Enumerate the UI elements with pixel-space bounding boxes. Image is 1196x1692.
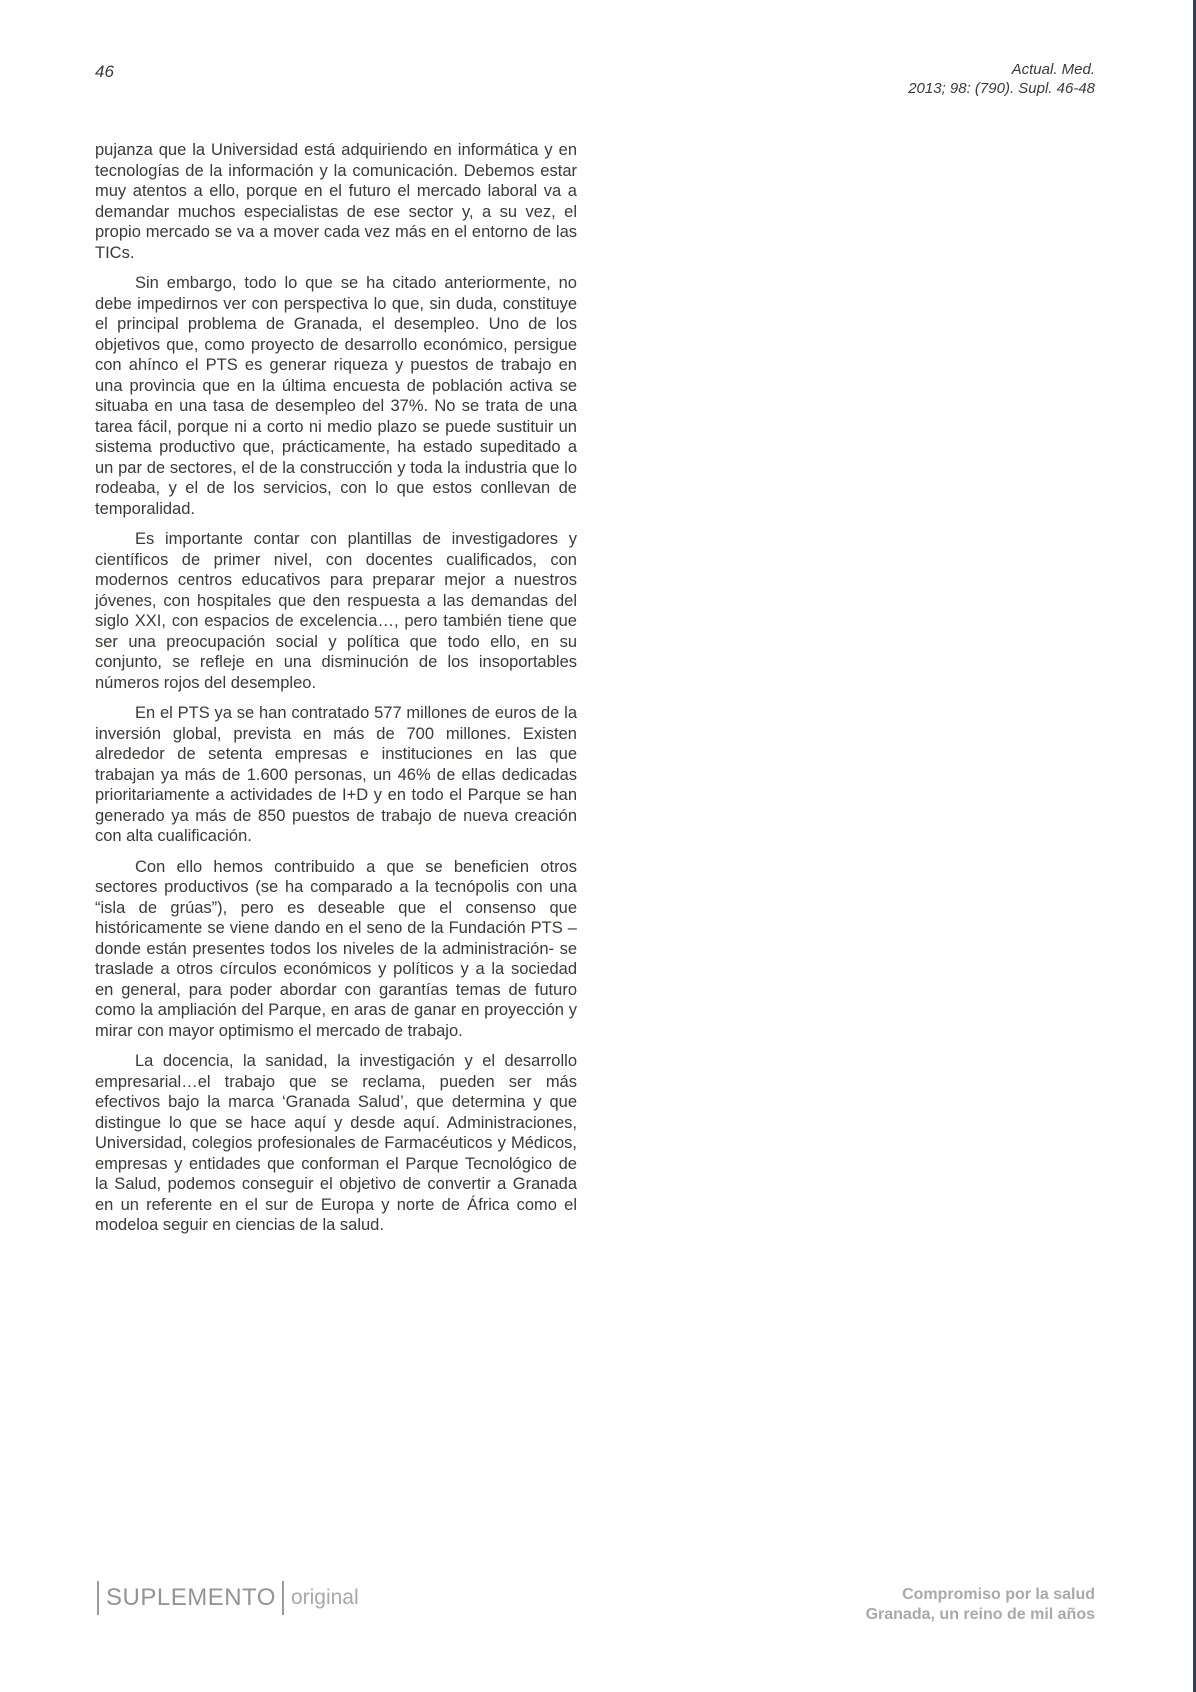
footer-section-label: SUPLEMENTO	[106, 1584, 276, 1611]
footer-motto-block	[866, 1585, 1095, 1625]
journal-citation: 2013; 98: (790). Supl. 46-48	[908, 80, 1095, 97]
article-paragraph: Con ello hemos contribuido a que se beneficien otros sectores productivos (se ha comparado a la tecnópolis con una “isla de grúas”), pero es deseable que el consenso que históricamente se viene dando en el seno de la Fundación PTS –donde están presentes todos los niveles de la administración- se traslade a otros círculos económicos y políticos y a la sociedad en general, para poder abordar con garantías temas de futuro como la ampliación del Parque, en aras de ganar en proyección y mirar con mayor optimismo el mercado de trabajo.	[95, 857, 577, 1040]
article-paragraph: Es importante contar con plantillas de investigadores y científicos de primer nivel, con docentes cualificados, con modernos centros educativos para preparar mejor a nuestros jóvenes, con hospitales que den respuesta a las demandas del siglo XXI, con espacios de excelencia…, pero también tiene que ser una preocupación social y política que todo ello, en su conjunto, se refleje en una disminución de los insoportables números rojos del desempleo.	[95, 530, 577, 692]
page-number: 46	[95, 62, 114, 81]
journal-title: Actual. Med.	[1011, 61, 1095, 78]
footer-category-label: original	[290, 1586, 359, 1609]
article-paragraph: Sin embargo, todo lo que se ha citado anteriormente, no debe impedirnos ver con perspectiva lo que, sin duda, constituye el principal problema de Granada, el desempleo. Uno de los objetivos que, como proyecto de desarrollo económico, persigue con ahínco el PTS es generar riqueza y puestos de trabajo en una provincia que en la última encuesta de población activa se situaba en una tasa de desempleo del 37%. No se trata de una tarea fácil, porque ni a corto ni medio plazo se puede sustituir un sistema productivo que, prácticamente, ha estado supeditado a un par de sectores, el de la construcción y toda la industria que lo rodeaba, y el de los servicios, con lo que estos conllevan de temporalidad.	[95, 274, 577, 518]
article-paragraph: En el PTS ya se han contratado 577 millones de euros de la inversión global, prevista en más de 700 millones. Existen alrededor de setenta empresas e instituciones en las que trabajan ya más de 1.600 personas, un 46% de ellas dedicadas prioritariamente a actividades de I+D y en todo el Parque se han generado ya más de 850 puestos de trabajo de nueva creación con alta cualificación.	[95, 704, 577, 845]
journal-reference	[908, 60, 1095, 98]
article-body	[95, 140, 577, 1246]
article-paragraph: La docencia, la sanidad, la investigación y el desarrollo empresarial…el trabajo que se reclama, pueden ser más efectivos bajo la marca ‘Granada Salud’, que determina y que distingue lo que se hace aquí y desde aquí. Administraciones, Universidad, colegios profesionales de Farmacéuticos y Médicos, empresas y entidades que conforman el Parque Tecnológico de la Salud, podemos conseguir el objetivo de convertir a Granada en un referente en el sur de Europa y norte de África como el modeloa seguir en ciencias de la salud.	[95, 1052, 577, 1234]
footer-motto-line2: Granada, un reino de mil años	[865, 1606, 1095, 1623]
article-paragraph: pujanza que la Universidad está adquiriendo en informática y en tecnologías de la información y la comunicación. Debemos estar muy atentos a ello, porque en el futuro el mercado laboral va a demandar muchos especialistas de ese sector y, a su vez, el propio mercado se va a mover cada vez más en el entorno de las TICs.	[95, 141, 577, 262]
footer-motto-line1: Compromiso por la salud	[902, 1586, 1095, 1603]
footer-section-block	[97, 1581, 359, 1615]
